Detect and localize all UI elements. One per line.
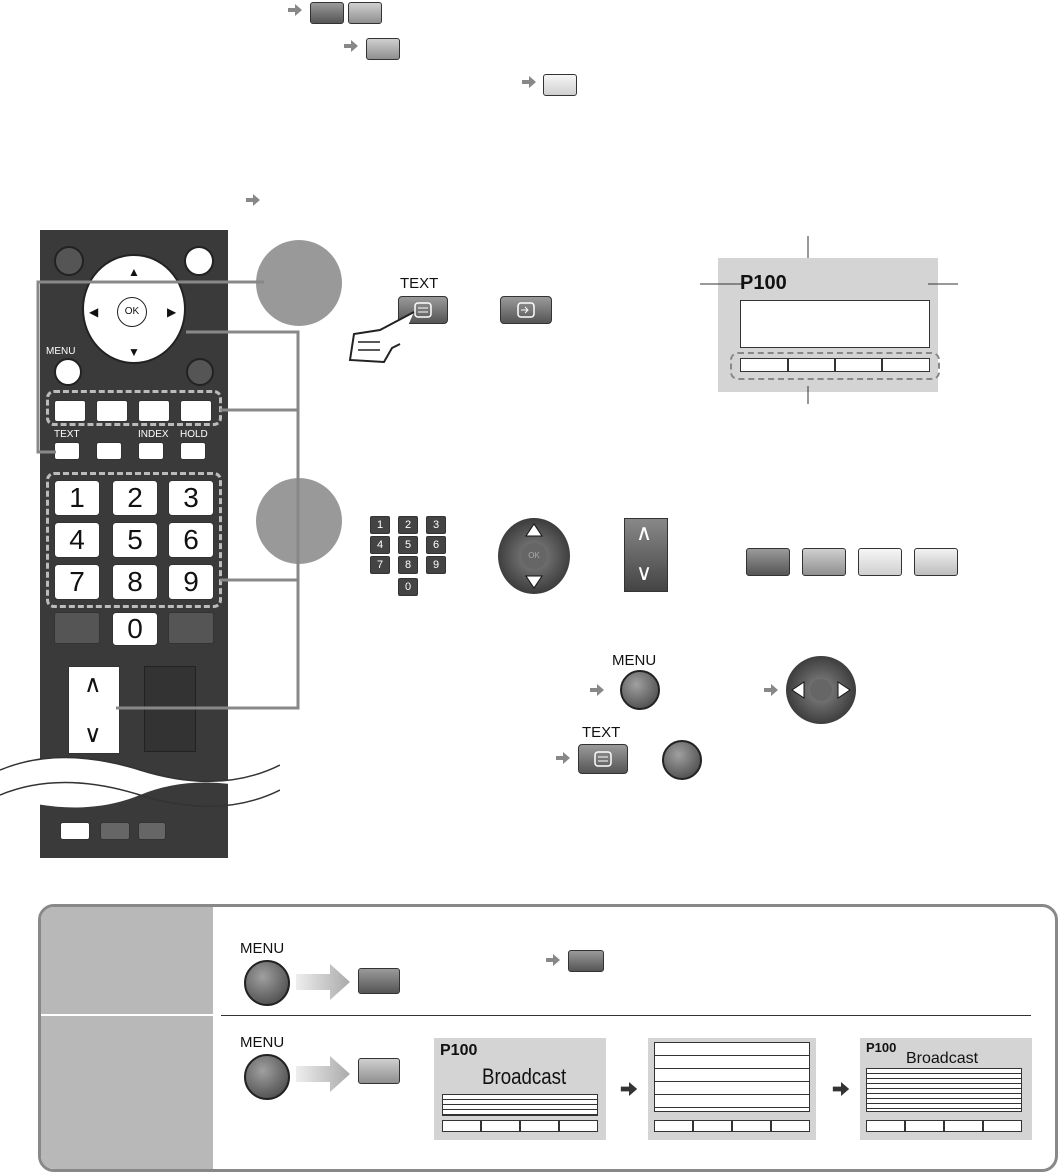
menu-label: MENU: [240, 1034, 285, 1051]
fastext-cell-yellow: [835, 358, 882, 372]
numpad-key-3[interactable]: 3: [426, 516, 446, 534]
remote-key-2[interactable]: 2: [112, 480, 158, 516]
remote-key-8[interactable]: 8: [112, 564, 158, 600]
remote-small-button[interactable]: [138, 822, 166, 840]
remote-key-5[interactable]: 5: [112, 522, 158, 558]
ok-button[interactable]: OK: [521, 543, 547, 569]
row1-header: [41, 907, 213, 1014]
fastext-bar: [654, 1120, 810, 1132]
menu-button[interactable]: [620, 670, 660, 710]
up-arrow-icon: ▲: [128, 265, 140, 279]
remote-key-9[interactable]: 9: [168, 564, 214, 600]
remote-ok-button[interactable]: OK: [117, 297, 147, 327]
green-button[interactable]: [358, 1058, 400, 1084]
arrow-icon: [764, 684, 778, 696]
page-number: P100: [440, 1042, 478, 1059]
remote-key-3[interactable]: 3: [168, 480, 214, 516]
arrow-icon: [556, 752, 570, 764]
menu-label: MENU: [612, 652, 657, 669]
menu-label: MENU: [46, 346, 76, 357]
remote-key-6[interactable]: 6: [168, 522, 214, 558]
remote-key-4[interactable]: 4: [54, 522, 100, 558]
numpad-key-7[interactable]: 7: [370, 556, 390, 574]
red-button[interactable]: [568, 950, 604, 972]
index-label: INDEX: [138, 429, 169, 440]
numpad-key-8[interactable]: 8: [398, 556, 418, 574]
numpad-key-5[interactable]: 5: [398, 536, 418, 554]
dpad-left-right-arrows-icon: [786, 656, 856, 724]
remote-key-1[interactable]: 1: [54, 480, 100, 516]
hold-label: HOLD: [180, 429, 208, 440]
gradient-arrow-icon: [296, 1054, 352, 1094]
text-label: TEXT: [582, 724, 621, 741]
gradient-arrow-icon: [296, 962, 352, 1002]
fastext-button[interactable]: [500, 296, 552, 324]
exit-button[interactable]: [662, 740, 702, 780]
green-button[interactable]: [802, 548, 846, 576]
numpad-key-0[interactable]: 0: [398, 578, 418, 596]
teletext-content-box: [740, 300, 930, 348]
red-button[interactable]: [358, 968, 400, 994]
broadcast-text: Broadcast: [906, 1050, 979, 1067]
menu-label: MENU: [240, 940, 285, 957]
subtitle-box: [866, 1068, 1022, 1112]
page-number: P100: [866, 1040, 897, 1055]
fastext-bar: [866, 1120, 1022, 1132]
arrow-icon: [832, 1082, 850, 1096]
connector-lines: [0, 0, 400, 720]
text-button[interactable]: [578, 744, 628, 774]
dpad-arrows-icon: [498, 518, 570, 594]
text-label: TEXT: [54, 429, 80, 440]
arrow-icon: [590, 684, 604, 696]
blue-button[interactable]: [914, 548, 958, 576]
page-number: P100: [740, 272, 787, 294]
numpad-key-9[interactable]: 9: [426, 556, 446, 574]
numpad-key-1[interactable]: 1: [370, 516, 390, 534]
chevron-down-icon: ∨: [84, 721, 102, 748]
red-button[interactable]: [746, 548, 790, 576]
text-button-label: TEXT: [400, 275, 439, 292]
fastext-cell-red: [740, 358, 788, 372]
chevron-up-icon: ∧: [636, 520, 653, 545]
yellow-button[interactable]: [858, 548, 902, 576]
numpad-key-2[interactable]: 2: [398, 516, 418, 534]
remote-small-button[interactable]: [100, 822, 130, 840]
down-arrow-icon: ▼: [128, 345, 140, 359]
row2-header: [41, 1016, 213, 1172]
numpad-key-6[interactable]: 6: [426, 536, 446, 554]
fastext-cell-blue: [882, 358, 930, 372]
row-divider: [221, 1015, 1031, 1016]
right-arrow-icon: ▶: [167, 305, 177, 319]
broadcast-text: Broadcast: [482, 1064, 567, 1089]
chevron-down-icon: ∨: [636, 560, 653, 585]
remote-key-0[interactable]: 0: [112, 612, 158, 646]
subtitle-box: [442, 1094, 598, 1116]
remote-picture-button[interactable]: [60, 822, 90, 840]
menu-button[interactable]: [244, 1054, 290, 1100]
teletext-icon: [579, 745, 627, 773]
fastext-icon: [501, 297, 551, 323]
yellow-button[interactable]: [543, 74, 577, 96]
arrow-icon: [522, 76, 536, 88]
left-arrow-icon: ◀: [89, 305, 99, 319]
teletext-content-box: [654, 1042, 810, 1112]
remote-key-7[interactable]: 7: [54, 564, 100, 600]
arrow-icon: [620, 1082, 638, 1096]
hand-pointer-icon: [344, 308, 418, 366]
fastext-cell-green: [788, 358, 835, 372]
wave-separator: [0, 740, 280, 810]
fastext-bar: [442, 1120, 598, 1132]
chevron-up-icon: ∧: [84, 671, 102, 698]
arrow-icon: [546, 954, 560, 966]
menu-button[interactable]: [244, 960, 290, 1006]
numpad-key-4[interactable]: 4: [370, 536, 390, 554]
